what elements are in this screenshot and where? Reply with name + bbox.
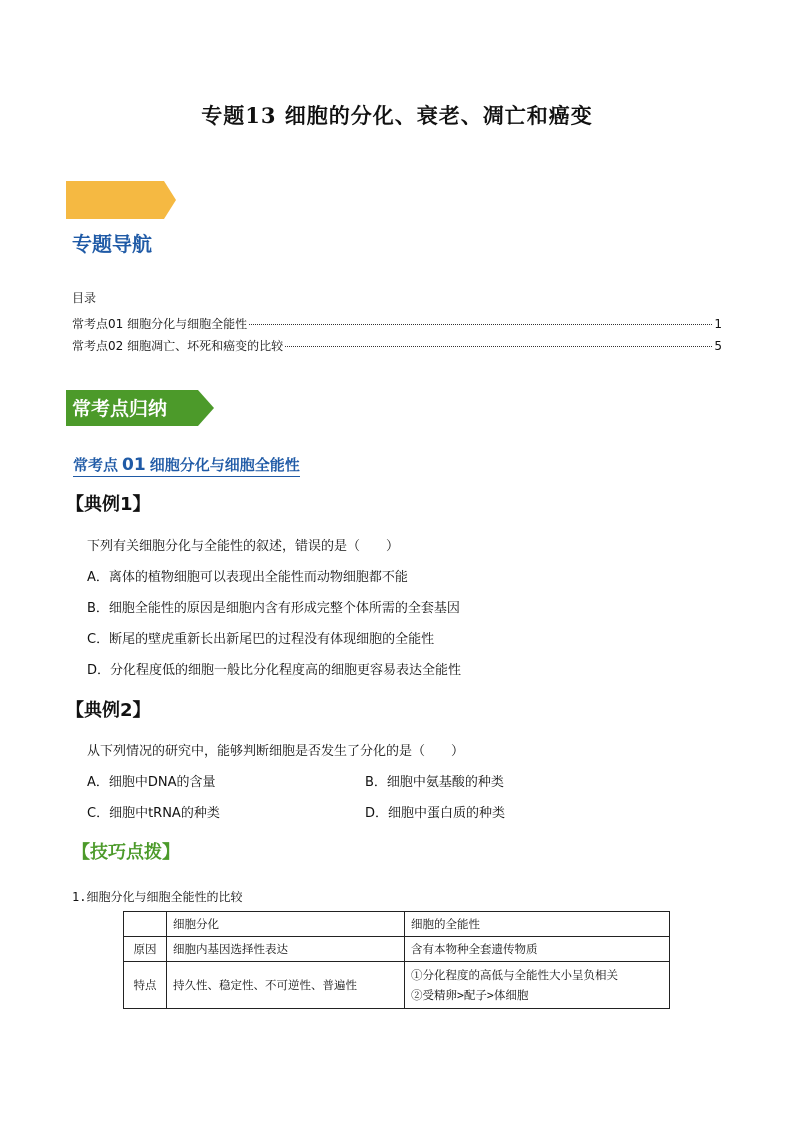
toc-leader: [285, 346, 712, 347]
table-cell: 含有本物种全套遗传物质: [405, 937, 670, 962]
keypoint-number: 01: [122, 455, 146, 475]
table-row: [124, 962, 670, 1009]
table-cell: 持久性、稳定性、不可逆性、普遍性: [167, 962, 405, 1009]
table-cell: [405, 962, 670, 1009]
toc-leader: [249, 324, 712, 325]
table-header-cell: 细胞的全能性: [405, 912, 670, 937]
toc-item-page: 1: [714, 317, 722, 331]
keypoint-heading: [73, 454, 300, 477]
comparison-table: [123, 911, 670, 1009]
table-row-label: 特点: [124, 962, 167, 1009]
example1-label: 【典例1】: [66, 494, 151, 515]
example1-option-d: D．分化程度低的细胞一般比分化程度高的细胞更容易表达全能性: [87, 663, 462, 678]
toc-item-text: 常考点02 细胞凋亡、坏死和癌变的比较: [72, 339, 284, 353]
keypoint-title: 细胞分化与细胞全能性: [149, 456, 300, 474]
table-row-label: 原因: [124, 937, 167, 962]
table-cell: 细胞内基因选择性表达: [167, 937, 405, 962]
example1-option-a: A．离体的植物细胞可以表现出全能性而动物细胞都不能: [87, 570, 408, 585]
keypoint-prefix: 常考点: [73, 456, 119, 474]
table-cell-line: ①分化程度的高低与全能性大小呈负相关: [411, 968, 618, 982]
toc-item-text: 常考点01 细胞分化与细胞全能性: [72, 317, 248, 331]
section-banner-text: 常考点归纳: [72, 398, 168, 420]
table-row: [124, 937, 670, 962]
example2-option-a: A．细胞中DNA的含量: [87, 775, 216, 790]
table-header-row: [124, 912, 670, 937]
table-cell-line: ②受精卵>配子>体细胞: [411, 988, 529, 1002]
example1-option-c: C．断尾的壁虎重新长出新尾巴的过程没有体现细胞的全能性: [87, 632, 435, 647]
toc-item[interactable]: [72, 337, 722, 354]
page-title: 专题13 细胞的分化、衰老、凋亡和癌变: [201, 103, 593, 128]
example2-option-b: B．细胞中氨基酸的种类: [365, 775, 504, 790]
skill-heading: 【技巧点拨】: [72, 842, 180, 863]
nav-heading: 专题导航: [72, 232, 152, 256]
example1-question: 下列有关细胞分化与全能性的叙述，错误的是（ ）: [87, 539, 400, 554]
example2-option-c: C．细胞中tRNA的种类: [87, 806, 220, 821]
toc-label: 目录: [72, 291, 97, 305]
toc-item-page: 5: [714, 339, 722, 353]
nav-banner-shape: [66, 181, 176, 219]
example2-option-d: D．细胞中蛋白质的种类: [365, 806, 506, 821]
toc-item[interactable]: [72, 315, 722, 332]
subheading: 1.细胞分化与细胞全能性的比较: [72, 890, 243, 904]
example2-question: 从下列情况的研究中，能够判断细胞是否发生了分化的是（ ）: [87, 744, 465, 759]
table-header-cell: [124, 912, 167, 937]
example1-option-b: B．细胞全能性的原因是细胞内含有形成完整个体所需的全套基因: [87, 601, 460, 616]
example2-label: 【典例2】: [66, 700, 151, 721]
table-header-cell: 细胞分化: [167, 912, 405, 937]
